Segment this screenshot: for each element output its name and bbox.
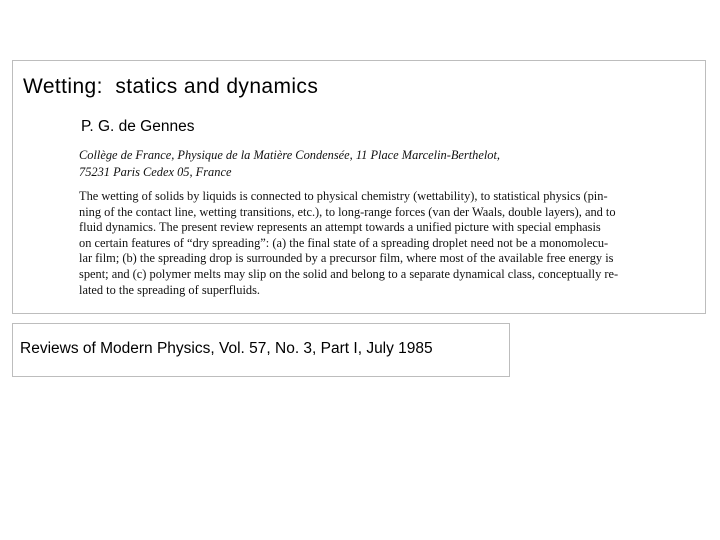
abstract-line: The wetting of solids by liquids is connected to physical chemistry (wettability), to statistical physics (pin- xyxy=(79,189,608,203)
paper-header-panel xyxy=(12,60,706,314)
author-affiliation xyxy=(79,147,500,180)
abstract xyxy=(79,189,691,298)
paper-title: Wetting: statics and dynamics xyxy=(23,75,319,98)
abstract-line: lated to the spreading of superfluids. xyxy=(79,282,260,297)
abstract-line: spent; and (c) polymer melts may slip on the solid and belong to a separate dynamical class, conceptually re- xyxy=(79,266,619,281)
affiliation-line: Collège de France, Physique de la Matière Condensée, 11 Place Marcelin-Berthelot, xyxy=(79,148,501,162)
paper-author: P. G. de Gennes xyxy=(81,118,195,135)
citation-panel xyxy=(12,323,510,377)
affiliation-line: 75231 Paris Cedex 05, France xyxy=(79,164,232,179)
journal-citation: Reviews of Modern Physics, Vol. 57, No. 3, Part I, July 1985 xyxy=(20,340,433,357)
abstract-line: fluid dynamics. The present review represents an attempt towards a unified picture with special emphasis xyxy=(79,220,601,235)
abstract-line: ning of the contact line, wetting transitions, etc.), to long-range forces (van der Waals, double layers), and to xyxy=(79,204,616,219)
abstract-line: on certain features of “dry spreading”: (a) the final state of a spreading droplet need not be a monomolecu- xyxy=(79,235,609,250)
abstract-line: lar film; (b) the spreading drop is surrounded by a precursor film, where most of the available free energy is xyxy=(79,251,614,266)
